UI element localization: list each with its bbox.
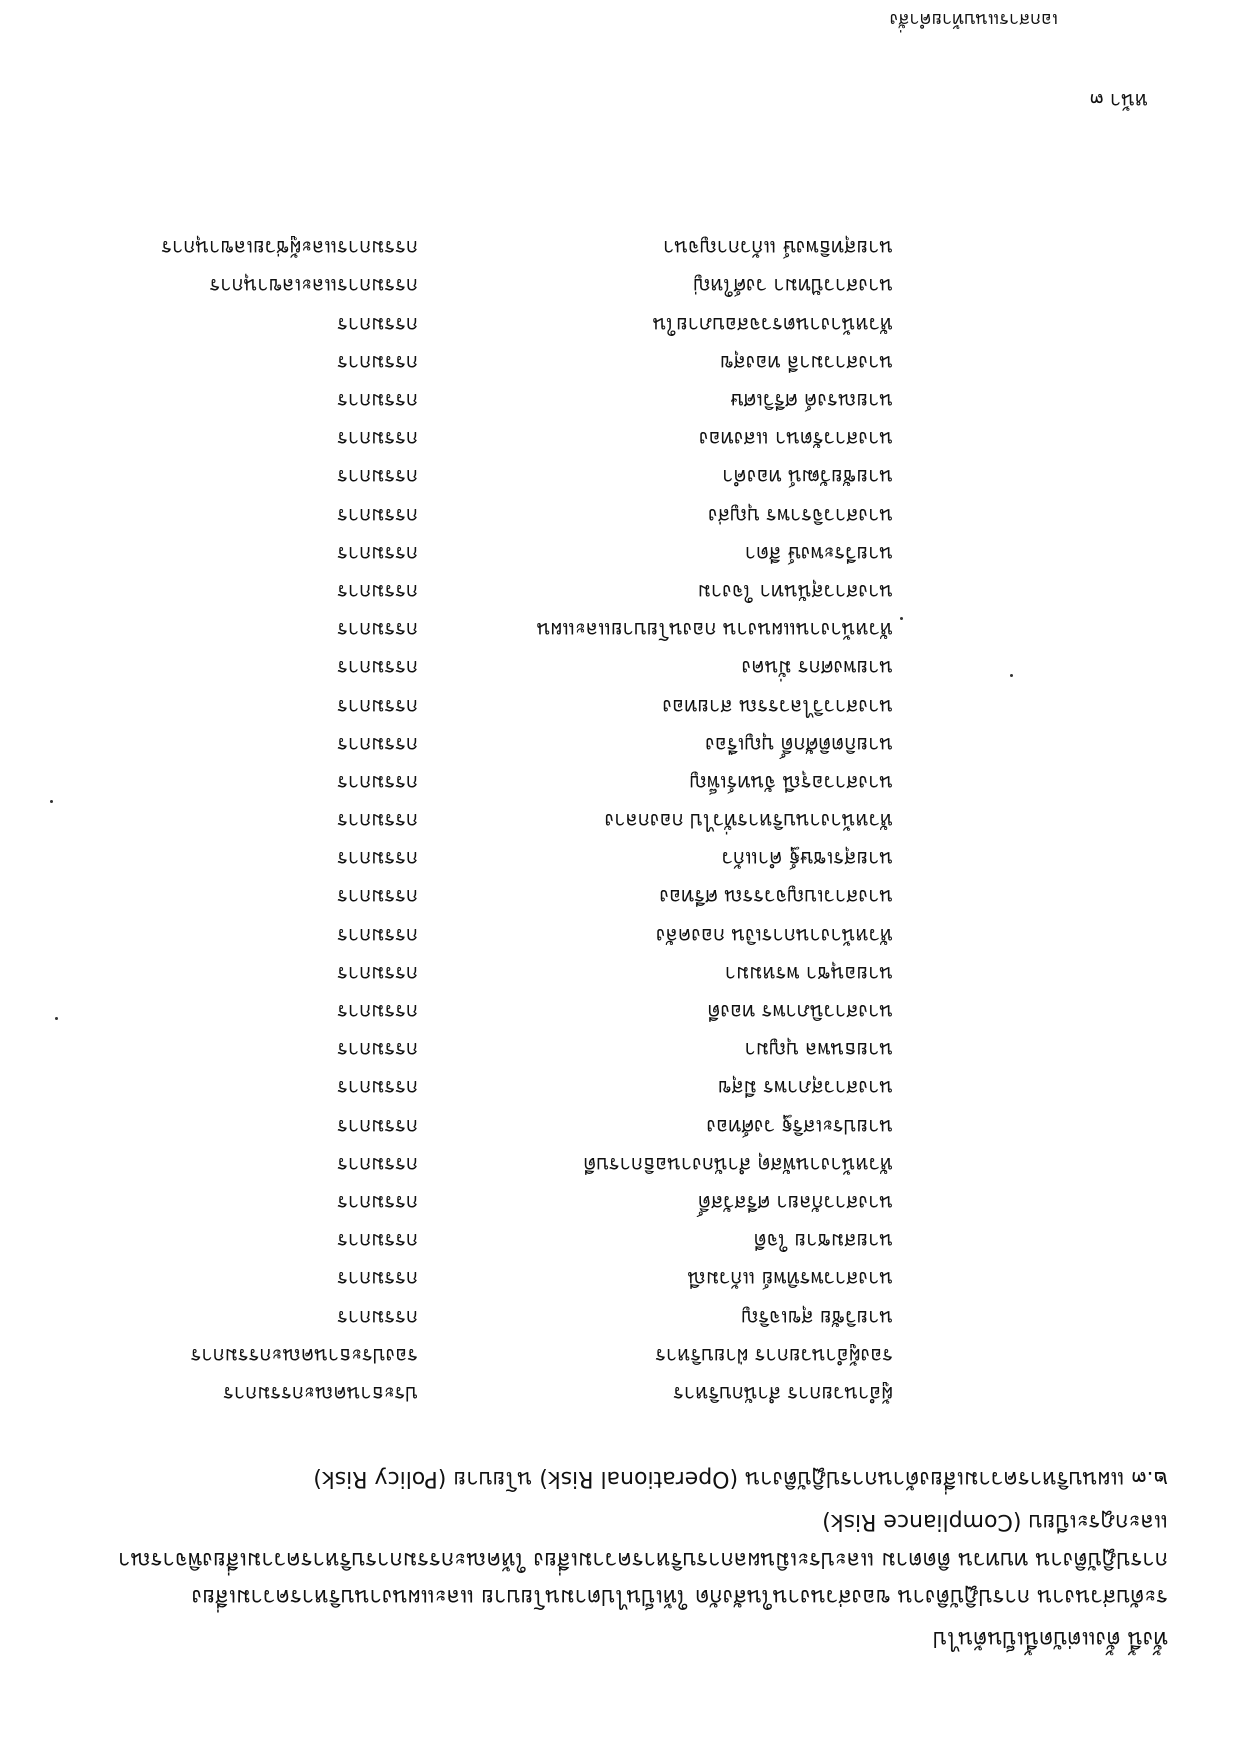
- member-role: กรรมการ: [337, 732, 418, 757]
- member-name: นางสาวสุนันทา ใจงาม: [697, 579, 893, 604]
- member-row: [78, 1260, 1158, 1298]
- member-name: นางสาวกัลยา ศรีสวัสดิ์: [697, 1190, 893, 1215]
- member-row: [78, 878, 1158, 916]
- member-row: [78, 1069, 1158, 1107]
- member-name: นายพงศกร มั่นคง: [741, 656, 893, 681]
- member-row: [78, 917, 1158, 955]
- member-name: รองผู้อำนวยการ ฝ่ายบริหาร: [655, 1343, 893, 1368]
- member-name: นายวิชัย สุขเจริญ: [741, 1305, 893, 1330]
- member-name: หัวหน้างานบริหารทั่วไป กองกลาง: [604, 809, 893, 834]
- scan-speck: [1010, 674, 1013, 677]
- member-role: กรรมการ: [337, 1267, 418, 1292]
- footer-note: เอกสารแนบท้ายคำสั่ง: [889, 9, 1058, 30]
- committee-member-list: [78, 229, 1158, 1413]
- member-role: กรรมการ: [337, 1076, 418, 1101]
- member-role: กรรมการ: [337, 847, 418, 872]
- member-role: กรรมการ: [337, 1229, 418, 1254]
- member-role: กรรมการ: [337, 465, 418, 490]
- member-role: กรรมการ: [337, 618, 418, 643]
- member-name: นายชัยวัฒน์ ทองคำ: [722, 465, 893, 490]
- member-name: นายสุทธิพงษ์ แก้วกาญจนา: [663, 236, 893, 261]
- member-row: [78, 1146, 1158, 1184]
- member-role: กรรมการ: [337, 1038, 418, 1063]
- member-name: นางสาวนิภาพร ทองดี: [707, 1000, 893, 1025]
- member-name: นางสาวจิราพร บุญส่ง: [707, 503, 893, 528]
- member-role: กรรมการ: [337, 541, 418, 566]
- member-role: กรรมการ: [337, 694, 418, 719]
- member-name: นางสาวพรทิพย์ แก้วมณี: [687, 1267, 893, 1292]
- member-name: นายธนพล บุญมา: [744, 1038, 893, 1063]
- member-row: [78, 1298, 1158, 1336]
- member-name: หัวหน้างานการเงิน กองคลัง: [655, 923, 893, 948]
- member-role: กรรมการ: [337, 1114, 418, 1139]
- member-role: กรรมการ: [337, 503, 418, 528]
- member-role: กรรมการ: [337, 1190, 418, 1215]
- member-name: ผู้อำนวยการ สำนักบริหาร: [673, 1381, 893, 1406]
- member-name: นายสุรเชษฐ์ คำแก้ว: [721, 847, 893, 872]
- member-row: [78, 420, 1158, 458]
- member-name: นายณรงค์ ศรีวิเศษ: [730, 389, 893, 414]
- member-row: [78, 764, 1158, 802]
- member-name: นางสาวปัทมา วงศ์ใหญ่: [693, 274, 893, 299]
- member-row: [78, 1031, 1158, 1069]
- scan-speck: [900, 617, 903, 620]
- member-role: กรรมการ: [337, 885, 418, 910]
- member-row: [78, 497, 1158, 535]
- member-role: กรรมการและผู้ช่วยเลขานุการ: [161, 236, 418, 261]
- member-role: กรรมการ: [337, 656, 418, 681]
- member-row: [78, 955, 1158, 993]
- member-row: [78, 382, 1158, 420]
- intro-line-0: ทั้งนี้ ตั้งแต่บัดนี้เป็นต้นไป: [933, 1626, 1168, 1651]
- member-name: หัวหน้างานพัสดุ สำนักงานอธิการบดี: [583, 1152, 893, 1177]
- scan-speck: [55, 1017, 58, 1020]
- member-row: [78, 611, 1158, 649]
- page-number: หน้า ๓: [1089, 89, 1148, 113]
- member-name: นายประเสริฐ วงศ์ทอง: [706, 1114, 893, 1139]
- intro-line-3: และกฎระเบียบ (Compliance Risk): [822, 1509, 1168, 1534]
- member-row: [78, 344, 1158, 382]
- member-name: นางสาวสุภาพร มีสุข: [717, 1076, 893, 1101]
- member-role: กรรมการ: [337, 427, 418, 452]
- member-name: หัวหน้างานแผนงาน กองนโยบายและแผน: [536, 618, 893, 643]
- member-name: นายอนุชา พรหมมา: [724, 961, 893, 986]
- member-row: [78, 1337, 1158, 1375]
- member-role: กรรมการและเลขานุการ: [209, 274, 418, 299]
- member-row: [78, 802, 1158, 840]
- intro-line-2: การปฏิบัติงาน ทบทวน ติดตาม และประเมินผลการบริหารความเสี่ยง ให้คณะกรรมการบริหารความเสี่ยงพิจารณา: [117, 1547, 1168, 1572]
- member-role: กรรมการ: [337, 1000, 418, 1025]
- member-name: นายกิตติศักดิ์ บุญเรือง: [705, 732, 893, 757]
- member-name: นางสาวมาลี ทองสุข: [719, 350, 893, 375]
- member-name: นายสมชาย ใจดี: [753, 1229, 893, 1254]
- member-role: กรรมการ: [337, 579, 418, 604]
- member-row: [78, 229, 1158, 267]
- member-name: หัวหน้างานตรวจสอบภายใน: [652, 312, 893, 337]
- member-row: [78, 535, 1158, 573]
- member-role: กรรมการ: [337, 312, 418, 337]
- member-role: กรรมการ: [337, 923, 418, 948]
- intro-line-1: ระดับส่วนงาน การปฏิบัติงาน ของส่วนงานในสังกัด ให้เป็นไปตามนโยบาย และแผนงานบริหารความเสี่ยง: [191, 1584, 1168, 1609]
- member-row: [78, 840, 1158, 878]
- member-row: [78, 1222, 1158, 1260]
- member-row: [78, 267, 1158, 305]
- member-role: กรรมการ: [337, 961, 418, 986]
- member-row: [78, 306, 1158, 344]
- member-role: รองประธานคณะกรรมการ: [190, 1343, 418, 1368]
- member-name: นางสาวเบญจวรรณ ศรีทอง: [659, 885, 893, 910]
- member-role: กรรมการ: [337, 389, 418, 414]
- member-name: นางสาววิไลวรรณ สายทอง: [662, 694, 893, 719]
- member-role: กรรมการ: [337, 770, 418, 795]
- member-row: [78, 649, 1158, 687]
- member-row: [78, 1375, 1158, 1413]
- scan-speck: [50, 800, 53, 803]
- member-name: นางสาวอรุณี จันทร์เพ็ญ: [689, 770, 893, 795]
- member-role: กรรมการ: [337, 1305, 418, 1330]
- member-role: กรรมการ: [337, 1152, 418, 1177]
- member-row: [78, 1108, 1158, 1146]
- section-heading: ๒.๓ แผนบริหารความเสี่ยงด้านการปฏิบัติงาน (Operational Risk) นโยบาย (Policy Risk): [313, 1466, 1168, 1491]
- member-name: นางสาวรัตนา แสงทอง: [698, 427, 893, 452]
- member-row: [78, 1184, 1158, 1222]
- member-row: [78, 993, 1158, 1031]
- member-row: [78, 726, 1158, 764]
- member-row: [78, 573, 1158, 611]
- member-role: กรรมการ: [337, 809, 418, 834]
- member-row: [78, 458, 1158, 496]
- member-name: นายวีระพงษ์ สีดา: [744, 541, 893, 566]
- member-role: กรรมการ: [337, 350, 418, 375]
- member-row: [78, 687, 1158, 725]
- member-role: ประธานคณะกรรมการ: [223, 1381, 418, 1406]
